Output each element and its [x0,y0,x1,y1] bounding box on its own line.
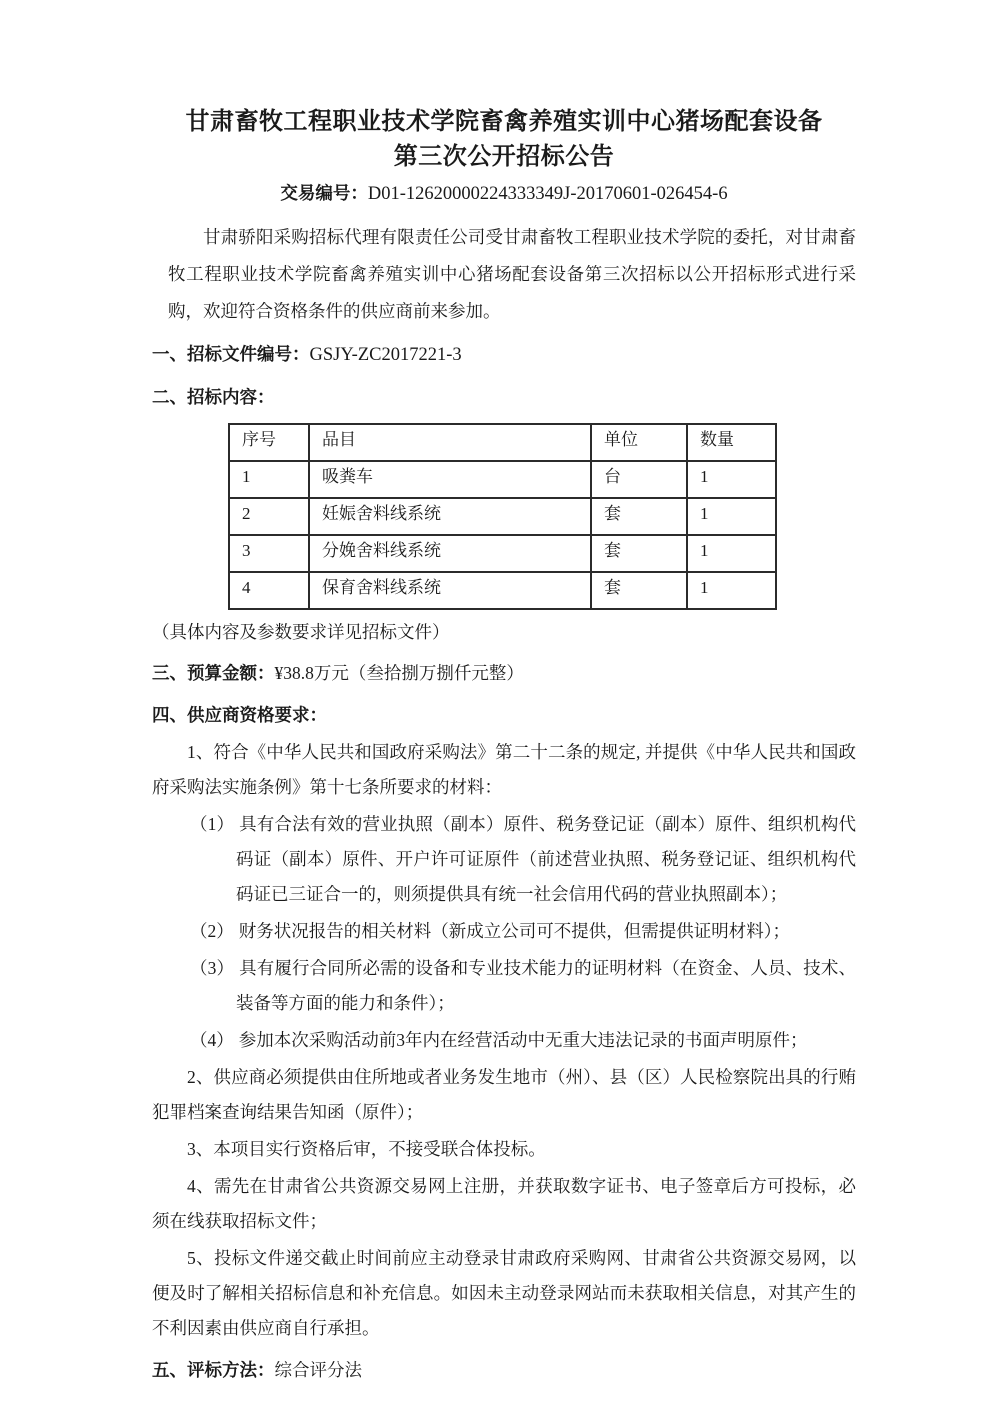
column-header-index: 序号 [229,424,309,461]
table-row [229,535,776,572]
cell-qty: 1 [687,572,776,609]
table-row [229,498,776,535]
section-5-label: 五、评标方法： [152,1360,275,1380]
cell-item: 妊娠舍料线系统 [309,498,591,535]
requirement-item-5: 5、投标文件递交截止时间前应主动登录甘肃政府采购网、甘肃省公共资源交易网，以便及时了解相关招标信息和补充信息。如因未主动登录网站而未获取相关信息，对其产生的不利因素由供应商自行承担。 [152,1248,856,1338]
section-3-heading [152,655,856,691]
section-2-label: 二、招标内容： [152,387,275,407]
section-4-heading [152,697,856,733]
section-3-label: 三、预算金额： [152,663,275,683]
requirement-subitem-1 [152,807,856,912]
budget-amount: ¥38.8万元（叁拾捌万捌仟元整） [274,663,524,683]
section-2-heading [152,379,856,415]
page-title-line1: 甘肃畜牧工程职业技术学院畜禽养殖实训中心猪场配套设备 [185,108,823,135]
bid-items-table [228,423,777,610]
page-title-line2: 第三次公开招标公告 [393,143,615,170]
section-5-heading [152,1352,856,1388]
column-header-item: 品目 [309,424,591,461]
cell-qty: 1 [687,498,776,535]
table-row [229,572,776,609]
cell-qty: 1 [687,535,776,572]
transaction-number-value: D01-12620000224333349J-20170601-026454-6 [367,184,728,204]
requirement-item-4: 4、需先在甘肃省公共资源交易网上注册，并获取数字证书、电子签章后方可投标，必须在线获取招标文件； [152,1176,856,1231]
subitem-text: 参加本次采购活动前3年内在经营活动中无重大违法记录的书面声明原件； [238,1030,808,1050]
subitem-marker: （4） [190,1030,234,1050]
column-header-unit: 单位 [591,424,687,461]
column-header-qty: 数量 [687,424,776,461]
requirement-subitem-4 [152,1023,856,1058]
cell-unit: 台 [591,461,687,498]
subitem-marker: （3） [190,958,235,978]
evaluation-method: 综合评分法 [274,1360,362,1380]
subitem-text: 具有履行合同所必需的设备和专业技术能力的证明材料（在资金、人员、技术、装备等方面的能力和条件）； [236,958,857,1013]
section-1-label: 一、招标文件编号： [152,344,310,364]
cell-unit: 套 [591,572,687,609]
cell-index: 3 [229,535,309,572]
cell-index: 1 [229,461,309,498]
bid-document-number: GSJY-ZC2017221-3 [309,345,462,365]
cell-index: 4 [229,572,309,609]
cell-item: 分娩舍料线系统 [309,535,591,572]
cell-index: 2 [229,498,309,535]
requirement-item-3: 3、本项目实行资格后审，不接受联合体投标。 [187,1139,546,1159]
subitem-marker: （2） [190,921,234,941]
table-note: （具体内容及参数要求详见招标文件） [152,622,450,642]
requirement-item-1: 1、符合《中华人民共和国政府采购法》第二十二条的规定, 并提供《中华人民共和国政府采购法实施条例》第十七条所要求的材料： [152,742,856,797]
cell-unit: 套 [591,498,687,535]
cell-unit: 套 [591,535,687,572]
subitem-marker: （1） [190,814,235,834]
cell-item: 吸粪车 [309,461,591,498]
cell-qty: 1 [687,461,776,498]
table-row [229,461,776,498]
section-4-label: 四、供应商资格要求： [152,705,327,725]
table-header-row [229,424,776,461]
transaction-number-line [152,178,856,209]
requirement-subitem-3 [152,951,856,1021]
requirement-subitem-2 [152,914,856,949]
transaction-number-label: 交易编号： [280,183,368,203]
cell-item: 保育舍料线系统 [309,572,591,609]
subitem-text: 具有合法有效的营业执照（副本）原件、税务登记证（副本）原件、组织机构代码证（副本）原件、开户许可证原件（前述营业执照、税务登记证、组织机构代码证已三证合一的，则须提供具有统一社会信用代码的营业执照副本）； [236,814,857,904]
section-1-heading [152,336,856,373]
intro-paragraph: 甘肃骄阳采购招标代理有限责任公司受甘肃畜牧工程职业技术学院的委托，对甘肃畜牧工程职业技术学院畜禽养殖实训中心猪场配套设备第三次招标以公开招标形式进行采购，欢迎符合资格条件的供应商前来参加。 [168,227,856,321]
subitem-text: 财务状况报告的相关材料（新成立公司可不提供，但需提供证明材料）； [238,921,790,941]
requirement-item-2: 2、供应商必须提供由住所地或者业务发生地市（州）、县（区）人民检察院出具的行贿犯罪档案查询结果告知函（原件）； [152,1067,856,1122]
